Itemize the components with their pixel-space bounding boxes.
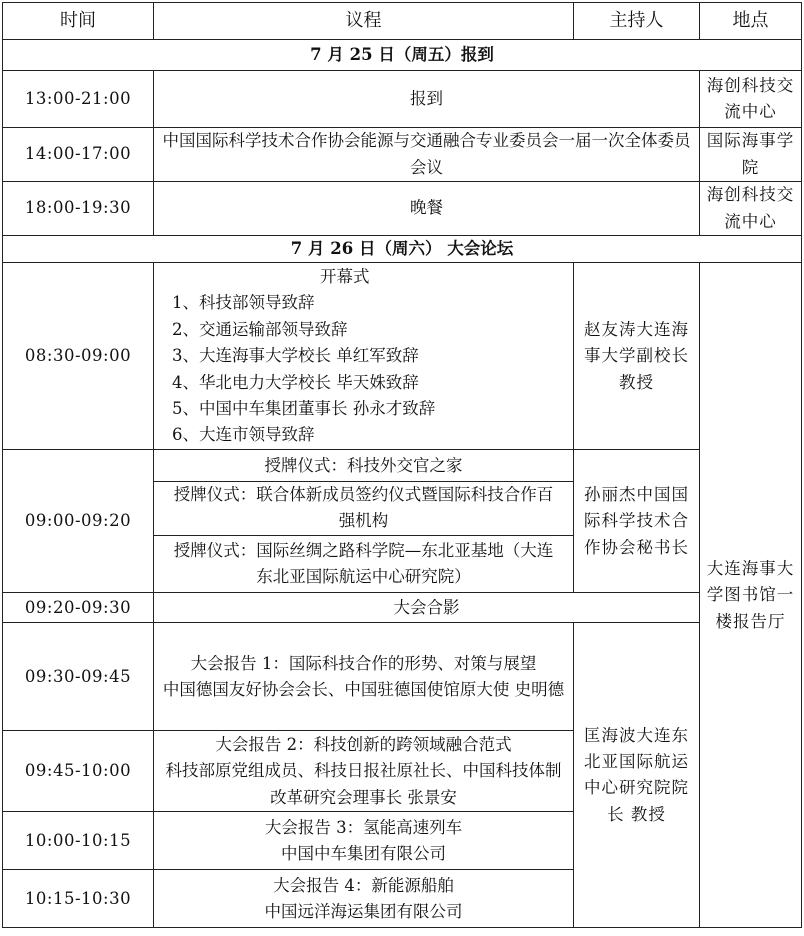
- list-item: 授牌仪式：科技外交官之家: [154, 451, 573, 482]
- time-cell: 08:30-09:00: [3, 263, 154, 450]
- report-speaker: 中国远洋海运集团有限公司: [264, 901, 463, 921]
- opening-cell: [154, 263, 574, 450]
- report-title: 大会报告 4：新能源船舶: [273, 875, 454, 895]
- list-item: 2、交通运输部领导致辞: [172, 319, 348, 339]
- report-title: 大会报告 3：氢能高速列车: [264, 817, 463, 837]
- time-cell: 09:20-09:30: [3, 593, 154, 623]
- time-cell: 09:30-09:45: [3, 623, 154, 731]
- location-cell: 大连海事大学图书馆一楼报告厅: [700, 263, 802, 928]
- day1-title: 7 月 25 日（周五）报到: [3, 40, 802, 71]
- location-cell: 国际海事学院: [700, 128, 802, 182]
- table-row: [3, 623, 802, 731]
- list-item: 6、大连市领导致辞: [172, 425, 315, 445]
- report-speaker: 中国中车集团有限公司: [281, 843, 446, 863]
- agenda-cell: 中国国际科学技术合作协会能源与交通融合专业委员会一届一次全体委员会议: [154, 128, 700, 182]
- time-cell: 10:00-10:15: [3, 812, 154, 870]
- time-cell: 10:15-10:30: [3, 870, 154, 928]
- opening-title: 开幕式: [320, 267, 370, 287]
- ceremony-cell: [154, 450, 574, 593]
- list-item: 1、科技部领导致辞: [172, 293, 315, 313]
- list-item: 5、中国中车集团董事长 孙永才致辞: [172, 398, 436, 418]
- header-time: 时间: [3, 3, 154, 40]
- report-cell: [154, 731, 574, 812]
- time-cell: 09:45-10:00: [3, 731, 154, 812]
- table-row: [3, 128, 802, 182]
- table-row: [3, 263, 802, 450]
- report-speaker: 中国德国友好协会会长、中国驻德国使馆原大使 史明德: [162, 679, 565, 699]
- day-row-2: [3, 236, 802, 263]
- host-cell: 赵友涛大连海事大学副校长教授: [574, 263, 700, 450]
- time-cell: 09:00-09:20: [3, 450, 154, 593]
- time-cell: 13:00-21:00: [3, 71, 154, 128]
- header-location: 地点: [700, 3, 802, 40]
- report-speaker: 科技部原党组成员、科技日报社原社长、中国科技体制改革研究会理事长 张景安: [165, 761, 562, 807]
- report-title: 大会报告 1：国际科技合作的形势、对策与展望: [190, 653, 537, 673]
- table-row: [3, 593, 802, 623]
- time-cell: 14:00-17:00: [3, 128, 154, 182]
- agenda-cell: 晚餐: [154, 182, 700, 236]
- agenda-cell: 大会合影: [154, 593, 700, 623]
- header-agenda: 议程: [154, 3, 574, 40]
- report-cell: [154, 812, 574, 870]
- header-host: 主持人: [574, 3, 700, 40]
- report-cell: [154, 870, 574, 928]
- location-cell: 海创科技交流中心: [700, 182, 802, 236]
- host-cell: 匡海波大连东北亚国际航运中心研究院院长 教授: [574, 623, 700, 928]
- agenda-cell: 报到: [154, 71, 700, 128]
- time-cell: 18:00-19:30: [3, 182, 154, 236]
- day-row-1: [3, 40, 802, 71]
- day2-title: 7 月 26 日（周六） 大会论坛: [3, 236, 802, 263]
- table-row: [3, 71, 802, 128]
- location-cell: 海创科技交流中心: [700, 71, 802, 128]
- agenda-table: [2, 2, 802, 928]
- list-item: 4、华北电力大学校长 毕天姝致辞: [172, 372, 419, 392]
- list-item: 授牌仪式：联合体新成员签约仪式暨国际科技合作百强机构: [154, 482, 573, 536]
- report-title: 大会报告 2：科技创新的跨领域融合范式: [215, 734, 512, 754]
- header-row: [3, 3, 802, 40]
- list-item: 授牌仪式：国际丝绸之路科学院—东北亚基地（大连东北亚国际航运中心研究院）: [173, 540, 554, 586]
- list-item: 3、大连海事大学校长 单红军致辞: [172, 346, 419, 366]
- report-cell: [154, 623, 574, 731]
- table-row: [3, 182, 802, 236]
- table-row: [3, 450, 802, 593]
- host-cell: 孙丽杰中国国际科学技术合作协会秘书长: [574, 450, 700, 593]
